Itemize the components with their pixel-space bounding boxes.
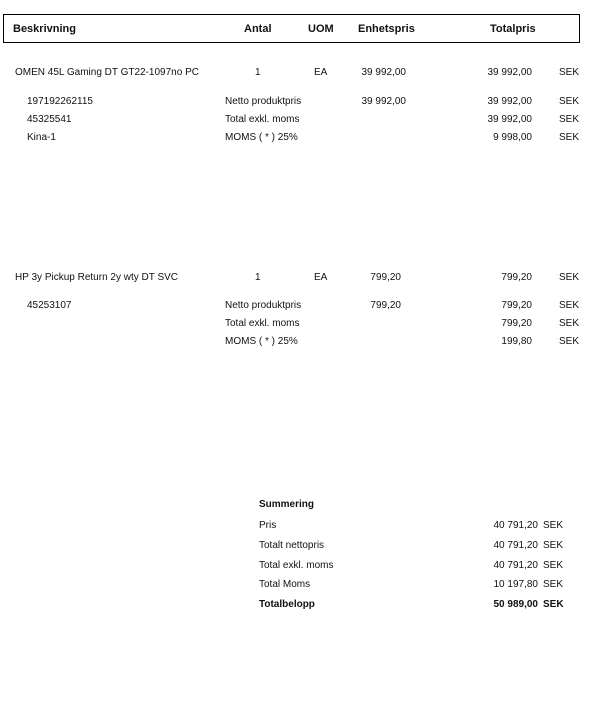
header-quantity: Antal [244,23,272,35]
summary-currency: SEK [543,540,564,551]
header-unit-price: Enhetspris [358,23,415,35]
item-detail-currency: SEK [559,318,580,329]
item-unit-price: 799,20 [370,272,401,283]
item-uom: EA [314,272,328,283]
summary-amount: 10 197,80 [493,579,538,590]
item-currency: SEK [559,272,580,283]
item-detail-label: MOMS ( * ) 25% [225,336,298,347]
item-detail-left: 45325541 [27,114,72,125]
item-detail-amount: 39 992,00 [487,96,532,107]
summary-amount: 40 791,20 [493,540,538,551]
summary-currency: SEK [543,520,564,531]
item-detail-label: Netto produktpris [225,96,302,107]
summary-label: Totalt nettopris [259,540,325,551]
header-total-price: Totalpris [490,23,536,35]
header-description: Beskrivning [13,23,76,35]
item-detail-amount: 199,80 [501,336,532,347]
item-detail-label: Total exkl. moms [225,114,300,125]
item-detail-currency: SEK [559,300,580,311]
summary-currency: SEK [543,579,564,590]
summary-label: Total Moms [259,579,311,590]
item-detail-left: Kina-1 [27,132,56,143]
item-detail-label: Netto produktpris [225,300,302,311]
item-quantity: 1 [255,67,261,78]
item-uom: EA [314,67,328,78]
item-currency: SEK [559,67,580,78]
summary-title: Summering [259,499,315,510]
item-unit-price: 39 992,00 [361,67,406,78]
item-detail-currency: SEK [559,132,580,143]
summary-amount: 40 791,20 [493,520,538,531]
item-detail-left: 45253107 [27,300,72,311]
summary-total-label: Totalbelopp [259,599,315,610]
item-detail-currency: SEK [559,96,580,107]
summary-label: Total exkl. moms [259,560,334,571]
item-detail-label: Total exkl. moms [225,318,300,329]
item-quantity: 1 [255,272,261,283]
item-detail-amount: 39 992,00 [487,114,532,125]
summary-currency: SEK [543,560,564,571]
item-total: 799,20 [501,272,532,283]
summary-total-currency: SEK [543,599,564,610]
summary-total-amount: 50 989,00 [493,599,538,610]
item-detail-price: 799,20 [370,300,401,311]
item-detail-currency: SEK [559,114,580,125]
header-uom: UOM [308,23,334,35]
item-detail-left: 197192262115 [27,96,93,107]
summary-amount: 40 791,20 [493,560,538,571]
item-detail-price: 39 992,00 [361,96,406,107]
summary-label: Pris [259,520,277,531]
item-name: OMEN 45L Gaming DT GT22-1097no PC [15,67,199,78]
item-detail-amount: 799,20 [501,300,532,311]
item-detail-amount: 799,20 [501,318,532,329]
item-total: 39 992,00 [487,67,532,78]
item-detail-currency: SEK [559,336,580,347]
item-name: HP 3y Pickup Return 2y wty DT SVC [15,272,179,283]
item-detail-amount: 9 998,00 [493,132,532,143]
item-detail-label: MOMS ( * ) 25% [225,132,298,143]
